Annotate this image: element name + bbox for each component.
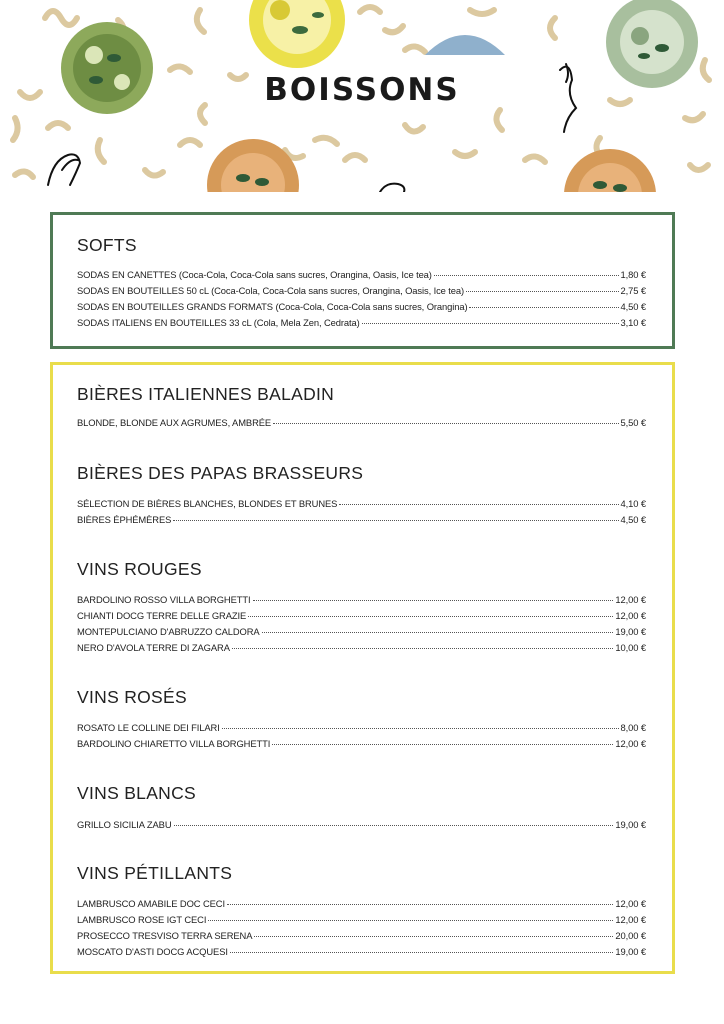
orange-pizza-right bbox=[564, 149, 656, 192]
menu-item: BIÈRES ÉPHÉMÈRES 4,50 € bbox=[77, 514, 646, 525]
menu-item: SODAS EN CANETTES (Coca-Cola, Coca-Cola sans sucres, Orangina, Oasis, Ice tea) 1,80 € bbox=[77, 269, 646, 280]
menu-item: MOSCATO D'ASTI DOCG ACQUESI 19,00 € bbox=[77, 946, 646, 957]
section-title-bieres-papas-brasseurs: BIÈRES DES PAPAS BRASSEURS bbox=[77, 463, 364, 483]
menu-item: SODAS EN BOUTEILLES 50 cL (Coca-Cola, Coca-Cola sans sucres, Orangina, Oasis, Ice tea) 2,75 € bbox=[77, 285, 646, 296]
section-title-vins-roses: VINS ROSÉS bbox=[77, 687, 187, 707]
drinks-menu-box bbox=[50, 362, 675, 974]
menu-item: BARDOLINO ROSSO VILLA BORGHETTI 12,00 € bbox=[77, 594, 646, 605]
menu-item: BARDOLINO CHIARETTO VILLA BORGHETTI 12,00 € bbox=[77, 738, 646, 749]
menu-item: SODAS ITALIENS EN BOUTEILLES 33 cL (Cola, Mela Zen, Cedrata) 3,10 € bbox=[77, 317, 646, 328]
section-title-softs: SOFTS bbox=[77, 235, 137, 255]
menu-item: NERO D'AVOLA TERRE DI ZAGARA 10,00 € bbox=[77, 642, 646, 653]
softs-menu-box bbox=[50, 212, 675, 349]
section-title-vins-petillants: VINS PÉTILLANTS bbox=[77, 863, 233, 883]
menu-item: SODAS EN BOUTEILLES GRANDS FORMATS (Coca-Cola, Coca-Cola sans sucres, Orangina) 4,50 € bbox=[77, 301, 646, 312]
orange-pizza-left bbox=[207, 139, 299, 192]
menu-item: SÉLECTION DE BIÈRES BLANCHES, BLONDES ET BRUNES 4,10 € bbox=[77, 498, 646, 509]
menu-item: LAMBRUSCO AMABILE DOC CECI 12,00 € bbox=[77, 898, 646, 909]
menu-item: MONTEPULCIANO D'ABRUZZO CALDORA 19,00 € bbox=[77, 626, 646, 637]
section-title-bieres-baladin: BIÈRES ITALIENNES BALADIN bbox=[77, 384, 335, 404]
menu-item: BLONDE, BLONDE AUX AGRUMES, AMBRÉE 5,50 € bbox=[77, 417, 646, 428]
menu-item: PROSECCO TRESVISO TERRA SERENA 20,00 € bbox=[77, 930, 646, 941]
menu-item: CHIANTI DOCG TERRE DELLE GRAZIE 12,00 € bbox=[77, 610, 646, 621]
menu-item: GRILLO SICILIA ZABU 19,00 € bbox=[77, 819, 646, 830]
section-title-vins-rouges: VINS ROUGES bbox=[77, 559, 202, 579]
section-title-vins-blancs: VINS BLANCS bbox=[77, 783, 197, 803]
menu-item: LAMBRUSCO ROSE IGT CECI 12,00 € bbox=[77, 914, 646, 925]
yellow-pizza-top bbox=[249, 0, 345, 68]
page-title: BOISSONS bbox=[264, 72, 460, 108]
menu-item: ROSATO LE COLLINE DEI FILARI 8,00 € bbox=[77, 722, 646, 733]
decorative-banner bbox=[0, 0, 724, 192]
